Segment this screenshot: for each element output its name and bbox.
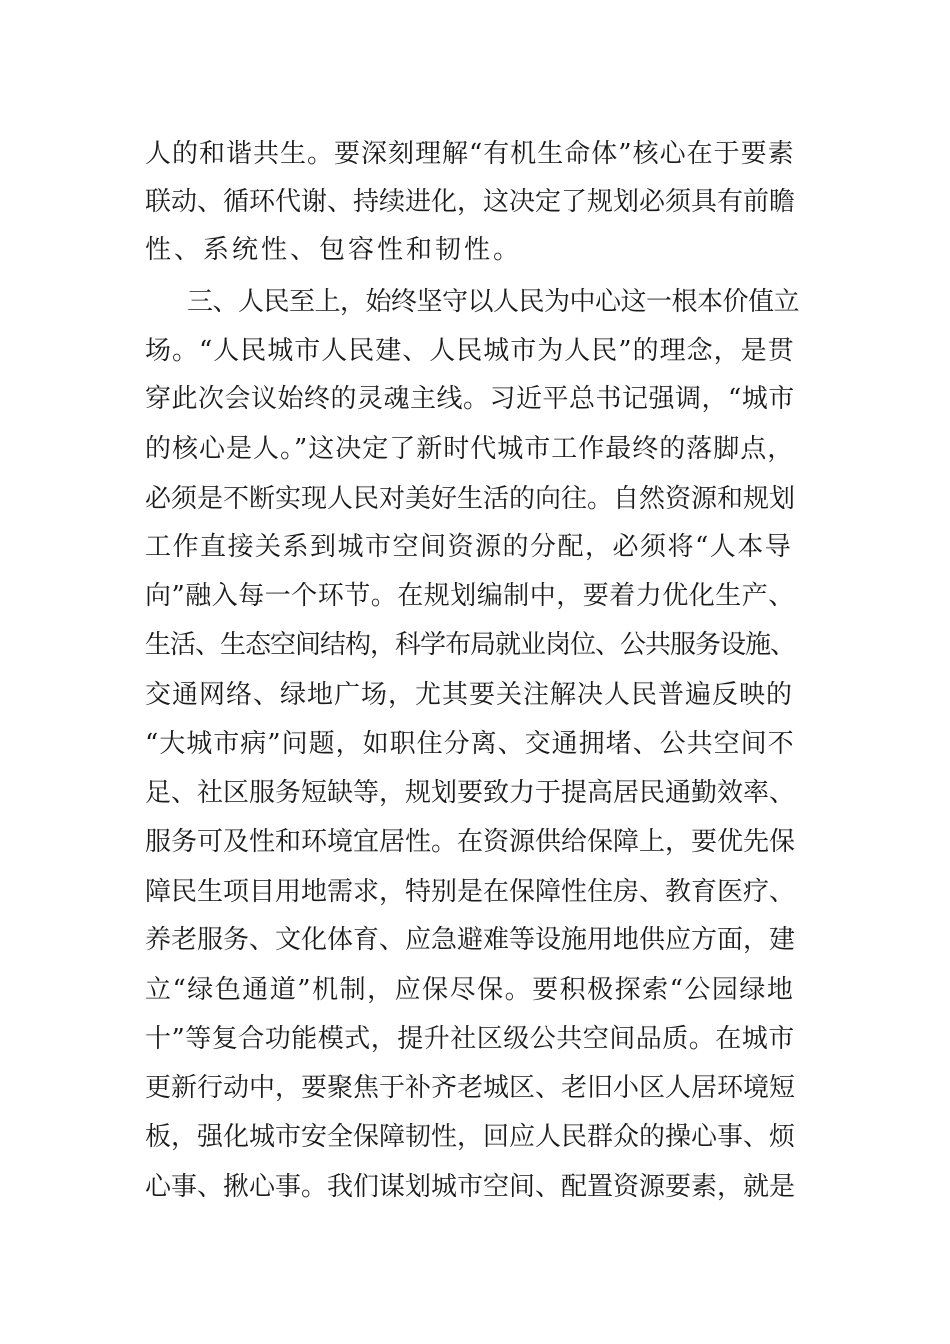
text-line: 必须是不断实现人民对美好生活的向往。自然资源和规划 xyxy=(145,484,796,514)
text-line: 的核心是人。”这决定了新时代城市工作最终的落脚点， xyxy=(145,434,795,464)
text-line: 养老服务、文化体育、应急避难等设施用地供应方面，建 xyxy=(145,925,796,955)
text-line: 十”等复合功能模式，提升社区级公共空间品质。在城市 xyxy=(145,1024,795,1054)
text-line: 工作直接关系到城市空间资源的分配，必须将“人本导 xyxy=(145,532,793,562)
text-line: 更新行动中，要聚焦于补齐老城区、老旧小区人居环境短 xyxy=(145,1073,796,1103)
text-line: 足、社区服务短缺等，规划要致力于提高居民通勤效率、 xyxy=(145,778,796,808)
text-line: 性、系统性、包容性和韧性。 xyxy=(145,235,523,265)
text-line: 生活、生态空间结构，科学布局就业岗位、公共服务设施、 xyxy=(145,630,796,660)
text-line: 障民生项目用地需求，特别是在保障性住房、教育医疗、 xyxy=(145,877,796,907)
text-line: 服务可及性和环境宜居性。在资源供给保障上，要优先保 xyxy=(145,827,796,857)
text-line: 板，强化城市安全保障韧性，回应人民群众的操心事、烦 xyxy=(145,1122,796,1152)
text-line: 场。“人民城市人民建、人民城市为人民”的理念，是贯 xyxy=(145,336,795,366)
text-line: 穿此次会议始终的灵魂主线。习近平总书记强调，“城市 xyxy=(145,384,795,414)
text-line: 交通网络、绿地广场，尤其要关注解决人民普遍反映的 xyxy=(145,680,794,710)
text-line: 向”融入每一个环节。在规划编制中，要着力优化生产、 xyxy=(145,581,795,611)
paragraph-heading-line: 三、人民至上，始终坚守以人民为中心这一根本价值立 xyxy=(187,287,800,317)
text-line: 心事、揪心事。我们谋划城市空间、配置资源要素，就是 xyxy=(145,1172,796,1202)
text-line: 人的和谐共生。要深刻理解“有机生命体”核心在于要素 xyxy=(145,139,795,169)
text-line: 联动、循环代谢、持续进化，这决定了规划必须具有前瞻 xyxy=(145,187,796,217)
text-line: 立“绿色通道”机制，应保尽保。要积极探索“公园绿地 xyxy=(145,975,795,1005)
text-line: “大城市病”问题，如职住分离、交通拥堵、公共空间不 xyxy=(145,729,795,759)
